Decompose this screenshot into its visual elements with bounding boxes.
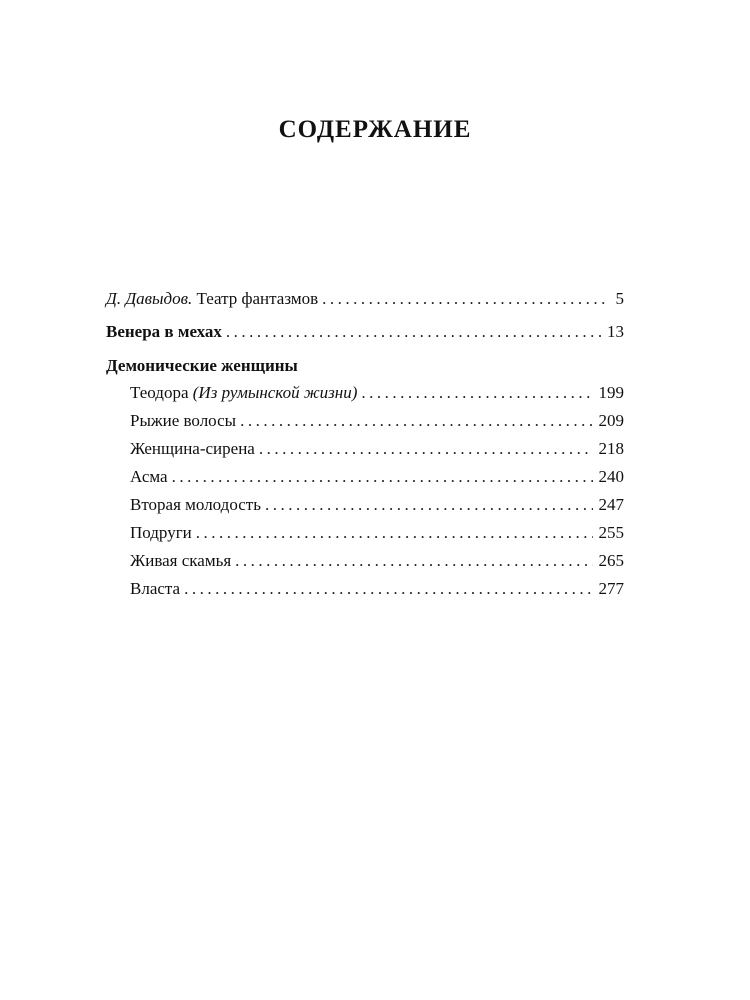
toc-page-number: 218 [598, 439, 624, 458]
toc-entry-vlasta[interactable] [106, 575, 624, 603]
toc-entry-preface[interactable] [106, 284, 624, 313]
toc-entry-title: Вторая молодость [130, 495, 261, 514]
toc-entry-siren[interactable] [106, 435, 624, 463]
toc-page-number: 199 [598, 383, 624, 402]
toc-page-number: 13 [607, 322, 624, 341]
toc-entry-title: Теодора [130, 383, 189, 402]
toc-entry-second-youth[interactable] [106, 491, 624, 519]
toc-entry-title: Женщина-сирена [130, 439, 255, 458]
page-title: СОДЕРЖАНИЕ [278, 116, 472, 143]
toc-entry-friends[interactable] [106, 519, 624, 547]
dot-leader [259, 435, 593, 463]
dot-leader [265, 491, 593, 519]
toc-entry-red-hair[interactable] [106, 407, 624, 435]
dot-leader [240, 407, 592, 435]
section-heading: Демонические женщины [106, 356, 298, 375]
toc-entry-label [106, 284, 318, 313]
toc-entry-title: Подруги [130, 523, 192, 542]
toc-entry-title: Власта [130, 579, 181, 598]
dot-leader [184, 575, 592, 603]
toc-page-number: 5 [615, 289, 624, 308]
toc-entry-label [130, 379, 357, 407]
toc-entry-venus[interactable] [106, 317, 624, 346]
toc-entry-title: Рыжие волосы [130, 411, 237, 430]
toc-page-number: 247 [598, 495, 624, 514]
toc-entry-title: Театр фантазмов [196, 289, 319, 308]
dot-leader [172, 463, 593, 491]
dot-leader [235, 547, 592, 575]
dot-leader [361, 379, 592, 407]
toc-page-number: 240 [598, 467, 624, 486]
toc-page-number: 265 [598, 551, 624, 570]
toc-entry-author: Д. Давыдов. [106, 289, 193, 308]
toc-entry-asma[interactable] [106, 463, 624, 491]
toc-page-number: 277 [598, 579, 624, 598]
table-of-contents [106, 284, 624, 603]
dot-leader [196, 519, 593, 547]
toc-entry-title: Венера в мехах [106, 322, 222, 341]
toc-entry-title: Живая скамья [130, 551, 232, 570]
toc-entry-living-bench[interactable] [106, 547, 624, 575]
toc-entry-subtitle: (Из румынской жизни) [192, 383, 358, 402]
dot-leader [322, 284, 609, 313]
toc-page-number: 255 [598, 523, 624, 542]
toc-entry-theodora[interactable] [106, 379, 624, 407]
toc-page-number: 209 [598, 411, 624, 430]
toc-entry-title: Асма [130, 467, 168, 486]
dot-leader [226, 317, 601, 346]
